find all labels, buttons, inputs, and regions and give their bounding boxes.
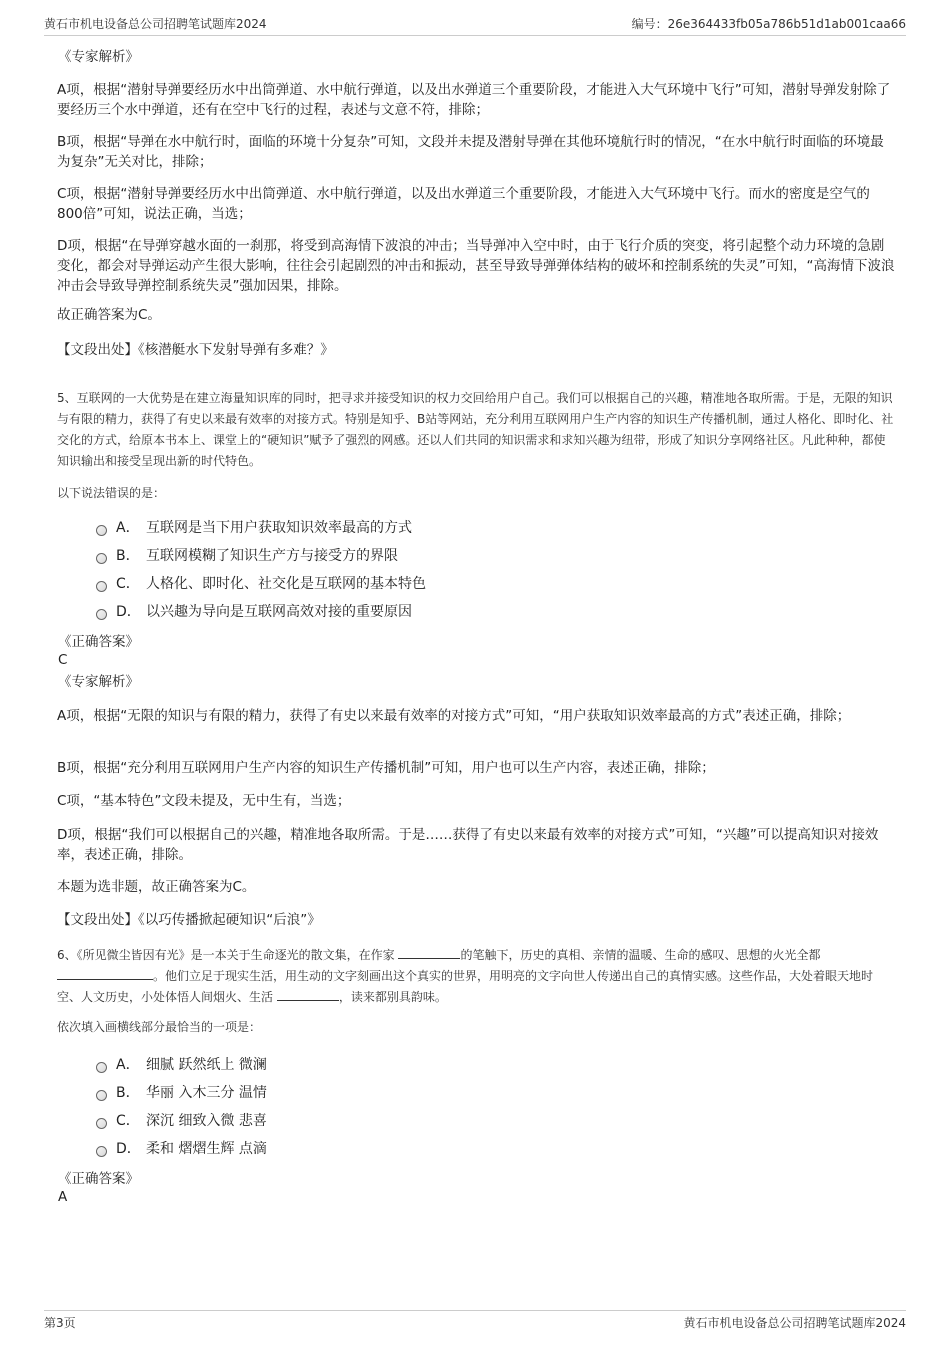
q5-analysis-label: 《专家解析》: [58, 674, 139, 690]
q5-analysis-c: C项，“基本特色”文段未提及，无中生有，当选；: [57, 793, 351, 809]
radio-icon[interactable]: [96, 609, 107, 620]
option-text: 互联网是当下用户获取知识效率最高的方式: [146, 520, 412, 536]
q6-option-b[interactable]: [96, 1082, 267, 1104]
q6-blank-2[interactable]: [57, 966, 153, 980]
q5-analysis-a: A项，根据“无限的知识与有限的精力，获得了有史以来最有效率的对接方式”可知，“用户获取知识效率最高的方式”表述正确，排除；: [57, 708, 851, 724]
header-rule: [44, 35, 906, 36]
q4-analysis-a: A项，根据“潜射导弹要经历水中出筒弹道、水中航行弹道，以及出水弹道三个重要阶段，才能进入大气环境中飞行”可知，潜射导弹发射除了要经历三个水中弹道，还有在空中飞行的过程，表述与文意不符，排除；: [57, 82, 891, 118]
q5-analysis-d: D项，根据“我们可以根据自己的兴趣，精准地各取所需。于是……获得了有史以来最有效率的对接方式”可知，“兴趣”可以提高知识对接效率，表述正确，排除。: [57, 827, 879, 863]
option-letter: D．: [116, 604, 141, 620]
q4-conclusion: 故正确答案为C。: [57, 307, 161, 323]
option-text: 人格化、即时化、社交化是互联网的基本特色: [146, 576, 426, 592]
q6-blank-3[interactable]: [277, 987, 339, 1001]
q5-analysis-b: B项，根据“充分利用互联网用户生产内容的知识生产传播机制”可知，用户也可以生产内容，表述正确，排除；: [57, 760, 715, 776]
q5-answer: C: [58, 652, 68, 668]
q6-option-c[interactable]: [96, 1110, 267, 1132]
radio-icon[interactable]: [96, 1146, 107, 1157]
header-doc-id: 编号：26e364433fb05a786b51d1ab001caa66: [631, 17, 906, 31]
q4-analysis-c: C项，根据“潜射导弹要经历水中出筒弹道、水中航行弹道，以及出水弹道三个重要阶段，才能进入大气环境中飞行。而水的密度是空气的800倍”可知，说法正确，当选；: [57, 186, 870, 222]
q5-prompt: 以下说法错误的是：: [57, 486, 166, 500]
footer-rule: [44, 1310, 906, 1311]
radio-icon[interactable]: [96, 1118, 107, 1129]
q4-analysis-b: B项，根据“导弹在水中航行时，面临的环境十分复杂”可知，文段并未提及潜射导弹在其他环境航行时的情况，“在水中航行时面临的环境最为复杂”无关对比，排除；: [57, 134, 884, 170]
q4-source: 【文段出处】《核潜艇水下发射导弹有多难？》: [57, 342, 334, 358]
q4-analysis-label: 《专家解析》: [58, 49, 139, 65]
radio-icon[interactable]: [96, 1062, 107, 1073]
q6-prompt: 依次填入画横线部分最恰当的一项是：: [57, 1020, 262, 1034]
q5-option-c[interactable]: [96, 573, 426, 595]
option-letter: C．: [116, 576, 140, 592]
radio-icon[interactable]: [96, 581, 107, 592]
q6-option-a[interactable]: [96, 1054, 267, 1076]
radio-icon[interactable]: [96, 1090, 107, 1101]
option-text: 华丽 入木三分 温情: [146, 1085, 267, 1101]
footer-page-number: 第3页: [44, 1316, 76, 1330]
q5-answer-label: 《正确答案》: [58, 634, 139, 650]
q6-stem-part: ，读来都别具韵味。: [338, 990, 447, 1004]
option-letter: D．: [116, 1141, 141, 1157]
q5-option-d[interactable]: [96, 601, 412, 623]
q6-stem-part: 都: [808, 948, 821, 962]
q4-analysis-d: D项，根据“在导弹穿越水面的一刹那，将受到高海情下波浪的冲击；当导弹冲入空中时，由于飞行介质的突变，将引起整个动力环境的急剧变化，都会对导弹运动产生很大影响，往往会引起剧烈的冲击和振动，甚至导致导弹弹体结构的破坏和控制系统的失灵”可知，“高海情下波浪冲击会导致导弹控制系统失灵”强加因果，排除。: [57, 238, 895, 294]
q6-stem-part: 6、《所见微尘皆因有光》是一本关于生命逐光的散文集，在作家: [57, 948, 395, 962]
q6-answer-label: 《正确答案》: [58, 1171, 139, 1187]
q6-stem-part: 处着眼天地时空、人文历史，小处体悟人间烟火、生活: [57, 969, 874, 1004]
option-text: 以兴趣为导向是互联网高效对接的重要原因: [146, 604, 412, 620]
q6-blank-1[interactable]: [398, 945, 460, 959]
option-letter: A．: [116, 1057, 140, 1073]
footer-title: 黄石市机电设备总公司招聘笔试题库2024: [683, 1316, 906, 1330]
option-letter: A．: [116, 520, 140, 536]
option-text: 柔和 熠熠生辉 点滴: [146, 1141, 267, 1157]
q5-option-a[interactable]: [96, 517, 412, 539]
radio-icon[interactable]: [96, 553, 107, 564]
radio-icon[interactable]: [96, 525, 107, 536]
option-letter: B．: [116, 1085, 140, 1101]
q6-stem-part: 的笔触下，历史的真相、亲情的温暖、生命的感叹、思想的火光全: [460, 948, 809, 962]
option-text: 细腻 跃然纸上 微澜: [146, 1057, 267, 1073]
q5-conclusion: 本题为选非题，故正确答案为C。: [57, 879, 256, 895]
header-title: 黄石市机电设备总公司招聘笔试题库2024: [44, 17, 267, 31]
q6-answer: A: [58, 1189, 68, 1205]
q5-source: 【文段出处】《以巧传播掀起硬知识“后浪”》: [57, 912, 321, 928]
q6-stem: [57, 945, 895, 1008]
q6-stem-part: 。他们立足于现实生活，用生动的文字刻画出这个真实的世界，用明亮的文字向世人传递出自己的真情实感。这些作品，大: [153, 969, 802, 983]
option-letter: B．: [116, 548, 140, 564]
q6-option-d[interactable]: [96, 1138, 267, 1160]
option-text: 互联网模糊了知识生产方与接受方的界限: [146, 548, 398, 564]
option-text: 深沉 细致入微 悲喜: [146, 1113, 267, 1129]
q5-stem: 5、互联网的一大优势是在建立海量知识库的同时，把寻求并接受知识的权力交回给用户自己。我们可以根据自己的兴趣，精准地各取所需。于是，无限的知识与有限的精力，获得了有史以来最有效率的对接方式。特别是知乎、B站等网站，充分利用互联网用户生产内容的知识生产传播机制，通过人格化、即时化、社交化的方式，给原本书本上、课堂上的“硬知识”赋予了强烈的网感。还以人们共同的知识需求和求知兴趣为纽带，形成了知识分享网络社区。凡此种种，都使知识输出和接受呈现出新的时代特色。: [57, 391, 894, 468]
q5-option-b[interactable]: [96, 545, 398, 567]
option-letter: C．: [116, 1113, 140, 1129]
